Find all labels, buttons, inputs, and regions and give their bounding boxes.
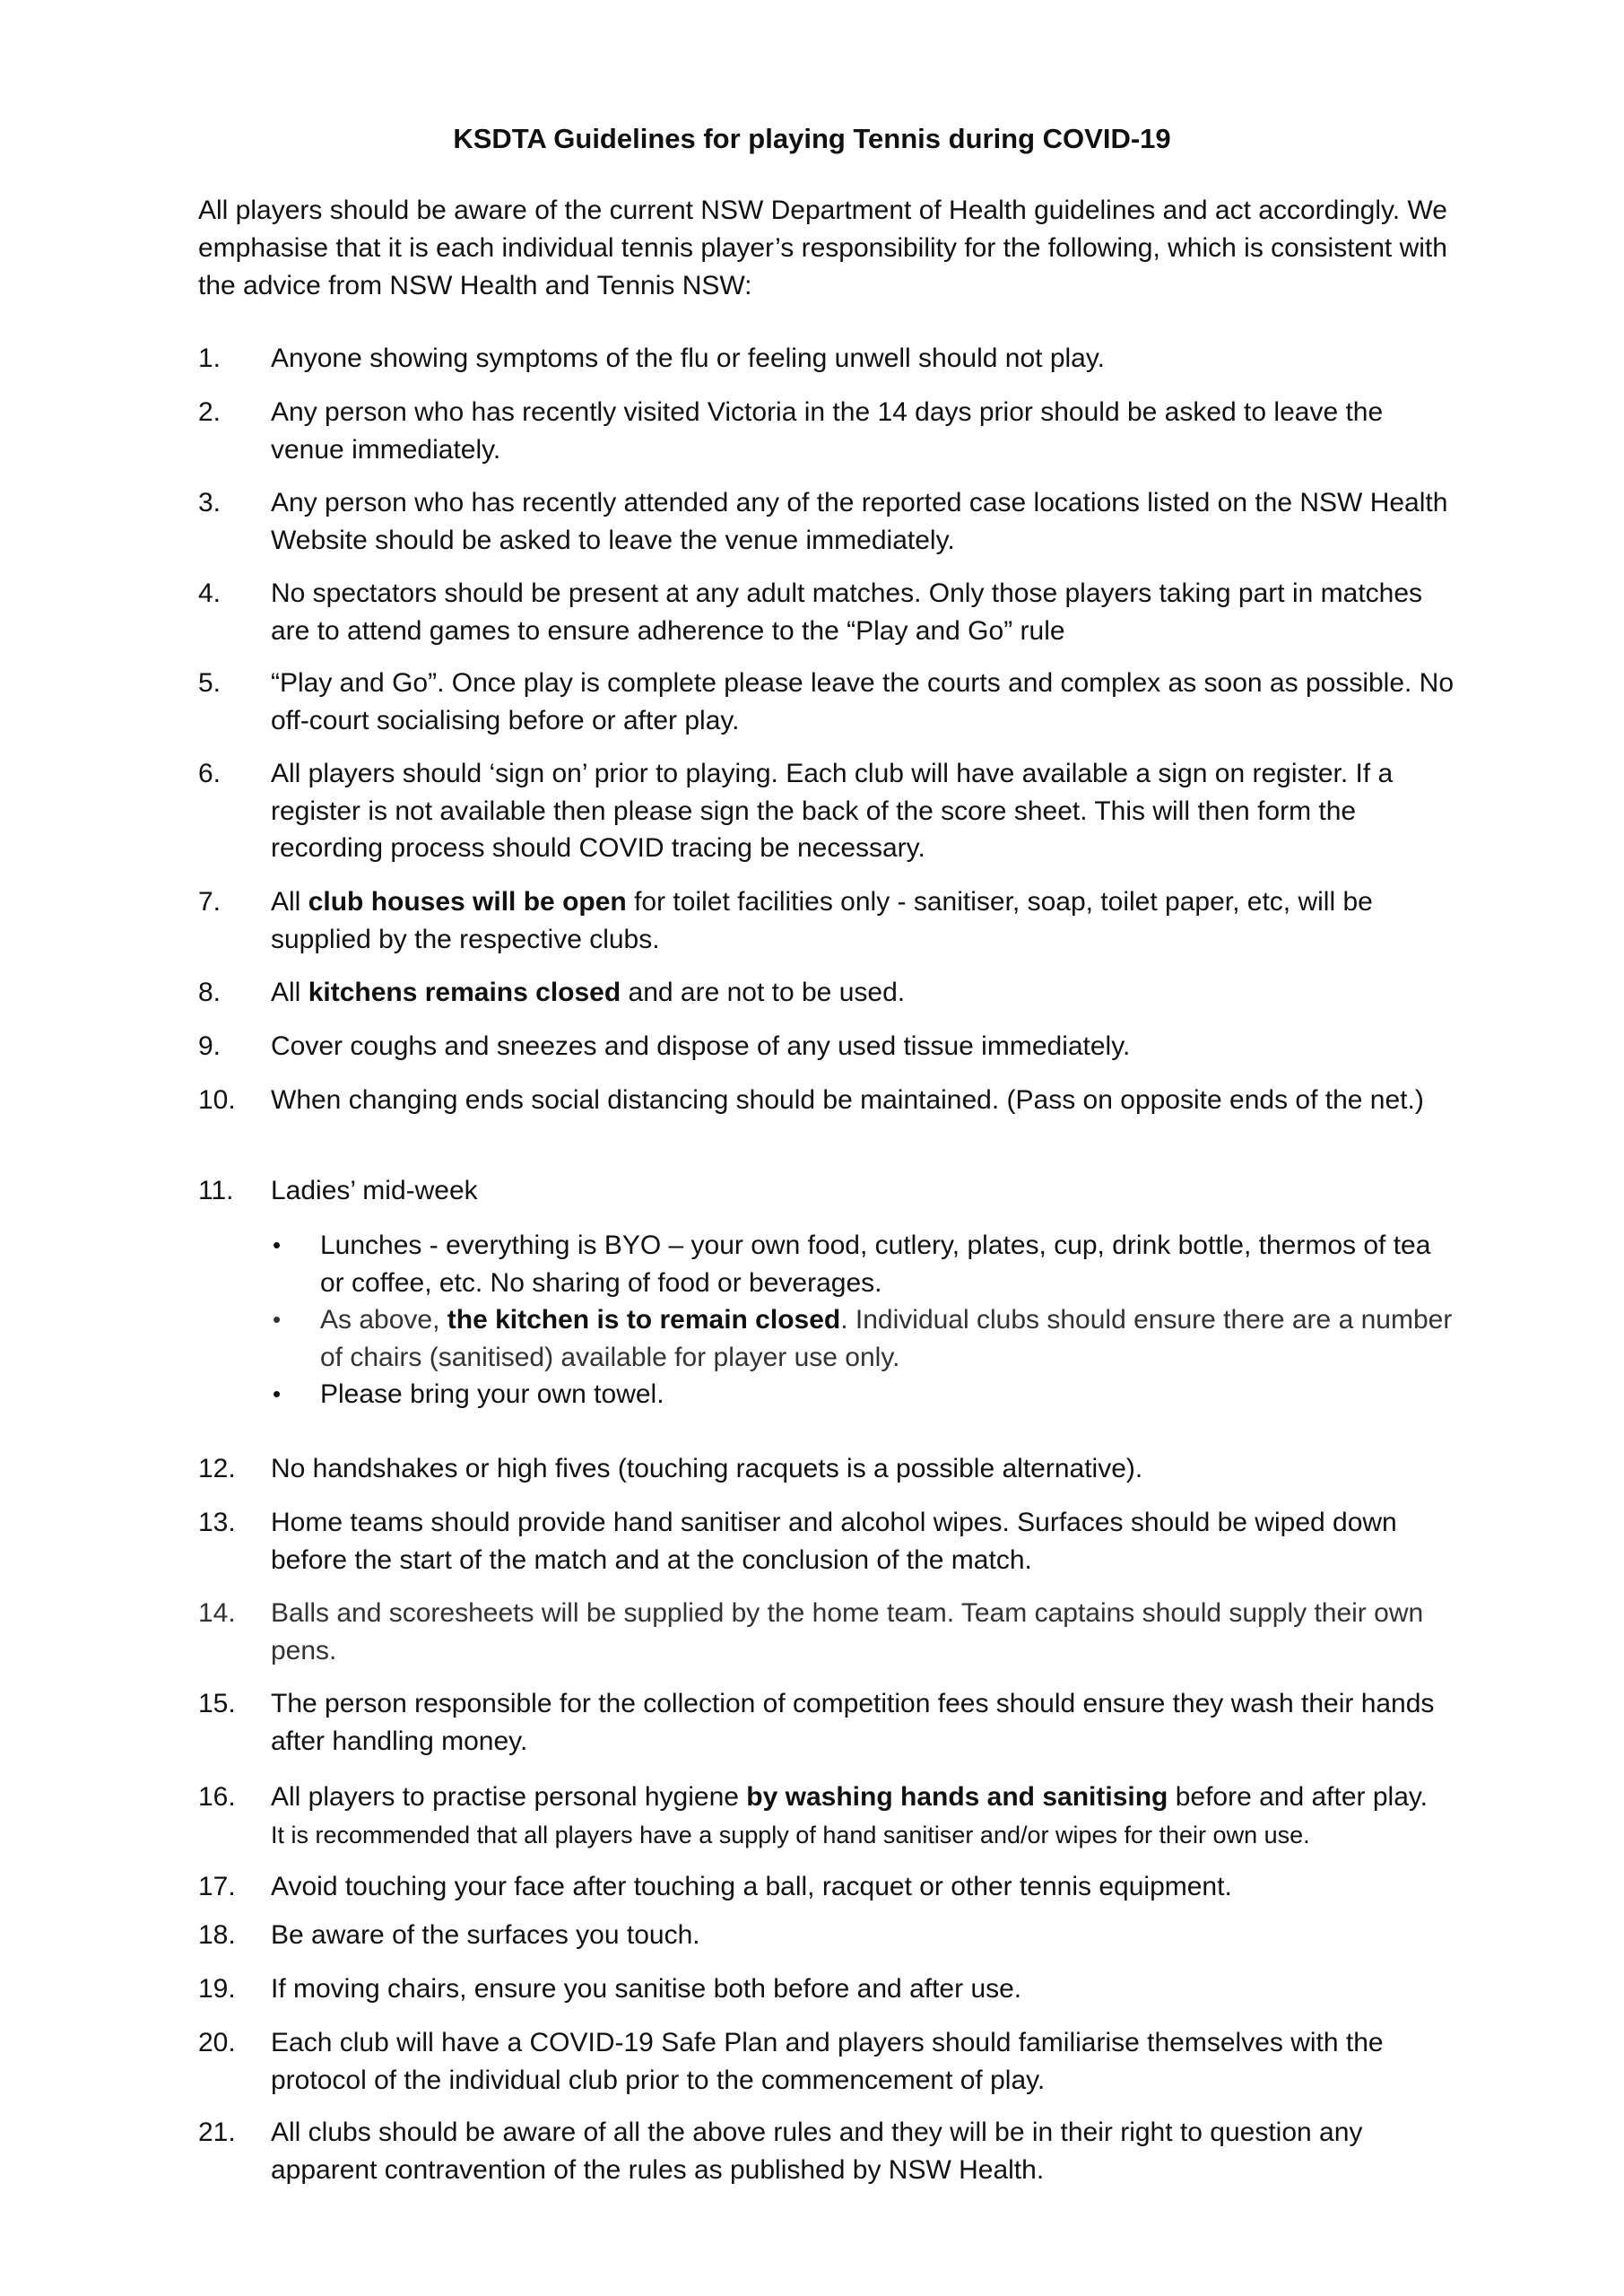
item-text: Any person who has recently visited Victoria in the 14 days prior should be asked to leave the venue immediately. [271,397,1384,465]
item-number: 10. [198,1085,236,1115]
bullet-icon: • [273,1306,282,1333]
document-title: KSDTA Guidelines for playing Tennis during COVID-19 [453,123,1171,154]
bullet-icon: • [273,1380,282,1407]
item-note: It is recommended that all players have a supply of hand sanitiser and/or wipes for their own use. [271,1821,1310,1848]
emphasis: by washing hands and sanitising [746,1782,1168,1812]
item-number: 14. [198,1598,236,1628]
item-text: Each club will have a COVID-19 Safe Plan and players should familiarise themselves with the protocol of the individual club prior to the commencement of play. [271,2028,1384,2095]
item-number: 4. [198,578,221,608]
item-number: 17. [198,1872,236,1901]
item-text: Be aware of the surfaces you touch. [271,1920,700,1950]
item-text: All players to practise personal hygiene by washing hands and sanitising before and after play. It is recommended that all players have a supply of hand sanitiser and/or wipes for their own use. [271,1782,1429,1848]
item-number: 12. [198,1454,236,1483]
item-number: 8. [198,978,221,1007]
sub-item-text: Please bring your own towel. [320,1379,664,1409]
item-text: “Play and Go”. Once play is complete please leave the courts and complex as soon as possible. No off-court socialising before or after play. [271,668,1455,735]
emphasis: the kitchen is to remain closed [447,1305,841,1335]
item-text: No spectators should be present at any adult matches. Only those players taking part in matches are to attend games to ensure adherence to the “Play and Go” rule [271,578,1423,646]
item-number: 1. [198,344,221,373]
intro-paragraph: All players should be aware of the current NSW Department of Health guidelines and act accordingly. We emphasise that it is each individual tennis player’s responsibility for the following, which is consistent with the advice from NSW Health and Tennis NSW: [198,196,1447,300]
emphasis: club houses will be open [308,887,627,917]
item-text: When changing ends social distancing should be maintained. (Pass on opposite ends of the net.) [271,1085,1424,1115]
item-text: Cover coughs and sneezes and dispose of any used tissue immediately. [271,1031,1131,1061]
item-number: 9. [198,1031,221,1061]
item-text: All kitchens remains closed and are not to be used. [271,978,906,1007]
item-number: 15. [198,1689,236,1718]
item-number: 3. [198,488,221,517]
item-text: All players should ‘sign on’ prior to playing. Each club will have available a sign on register. If a register is not available then please sign the back of the score sheet. This will then form the recording process should COVID tracing be necessary. [271,759,1394,863]
item-number: 19. [198,1974,236,2004]
item-number: 18. [198,1920,236,1950]
item-number: 16. [198,1782,236,1812]
sub-item-text: Lunches - everything is BYO – your own food, cutlery, plates, cup, drink bottle, thermos of tea or coffee, etc. No sharing of food or beverages. [320,1231,1431,1298]
item-number: 6. [198,759,221,788]
item-text: Anyone showing symptoms of the flu or feeling unwell should not play. [271,344,1105,373]
item-number: 13. [198,1508,236,1537]
item-number: 21. [198,2118,236,2147]
item-text: No handshakes or high fives (touching racquets is a possible alternative). [271,1454,1143,1483]
item-text: All clubs should be aware of all the above rules and they will be in their right to question any apparent contravention of the rules as published by NSW Health. [271,2118,1363,2185]
item-text: The person responsible for the collection of competition fees should ensure they wash their hands after handling money. [271,1689,1435,1756]
item-text: All club houses will be open for toilet facilities only - sanitiser, soap, toilet paper, etc, will be supplied by the respective clubs. [271,887,1373,954]
item-number: 11. [198,1176,234,1205]
item-text: Ladies’ mid-week [271,1176,478,1205]
item-text: Home teams should provide hand sanitiser and alcohol wipes. Surfaces should be wiped down before the start of the match and at the conclusion of the match. [271,1508,1397,1575]
sub-item-text: As above, the kitchen is to remain closed. Individual clubs should ensure there are a number of chairs (sanitised) available for player use only. [320,1305,1453,1372]
item-number: 5. [198,668,221,698]
item-text: If moving chairs, ensure you sanitise both before and after use. [271,1974,1022,2004]
bullet-icon: • [273,1231,282,1258]
item-text: Balls and scoresheets will be supplied by the home team. Team captains should supply their own pens. [271,1598,1424,1665]
emphasis: kitchens remains closed [308,978,621,1007]
item-text: Any person who has recently attended any of the reported case locations listed on the NSW Health Website should be asked to leave the venue immediately. [271,488,1448,555]
item-number: 7. [198,887,221,917]
item-number: 20. [198,2028,236,2057]
item-text: Avoid touching your face after touching a ball, racquet or other tennis equipment. [271,1872,1232,1901]
item-number: 2. [198,397,221,427]
